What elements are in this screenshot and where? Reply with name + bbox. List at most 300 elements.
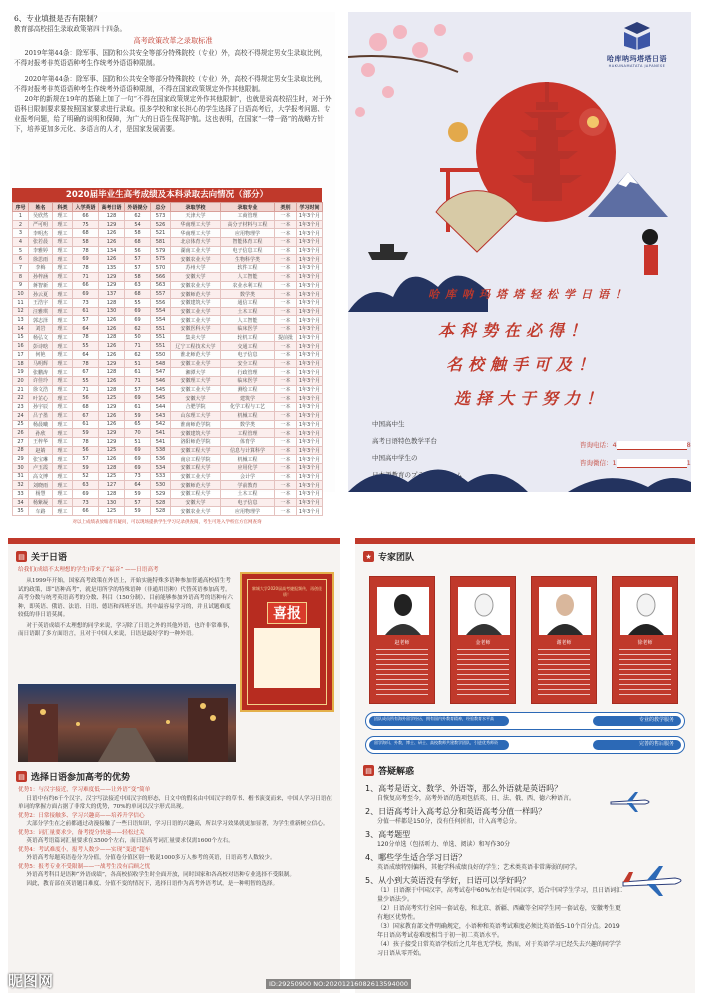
table-cell: 125 <box>99 394 125 403</box>
table-cell: 126 <box>99 455 125 464</box>
table-cell: 安徽师范大学 <box>171 290 221 299</box>
cover-panel <box>348 12 691 492</box>
table-row <box>13 411 323 420</box>
policy-panel <box>10 12 335 526</box>
table-cell: 1年3个月 <box>297 212 323 221</box>
team-feature-band <box>365 736 685 754</box>
advantages-body <box>18 786 336 888</box>
table-cell: 541 <box>151 437 171 446</box>
table-row <box>13 403 323 412</box>
table-cell: 淮南师范学院 <box>171 420 221 429</box>
table-cell: 机械工程 <box>221 411 275 420</box>
table-cell: 9 <box>13 281 29 290</box>
table-cell: 129 <box>99 429 125 438</box>
table-cell: 临床医学 <box>221 324 275 333</box>
cover-list-item: 中国高中学生の <box>372 454 418 462</box>
table-row <box>13 307 323 316</box>
table-cell: 1年3个月 <box>297 351 323 360</box>
table-cell: 538 <box>151 446 171 455</box>
table-cell: 68 <box>73 403 99 412</box>
table-cell: 张若晨 <box>29 238 53 247</box>
table-cell: 6 <box>13 255 29 264</box>
table-cell: 彭诗晗 <box>29 342 53 351</box>
qa-answer: （3）国家教育部文件明确规定，小语种和英语考试难度必须比英语低5-10个百分点。2019年日语高考试卷难度相当于初一初二英语水平。 <box>377 923 620 939</box>
about-tagline: 给我们(成绩不太理想的学生)带来了“福音” ——日语高考 <box>18 567 159 573</box>
table-cell: 一本 <box>275 368 297 377</box>
member-photo <box>539 587 591 635</box>
score-table-title: 2020届毕业生高考成绩及本科录取去向情况（部分） <box>12 188 322 202</box>
advantage-item: 外语高考科目是语种“外语成绩”，各高校招收学生时全面开放，同时国家和各高校对语种专业选择不受限制。 <box>26 872 296 878</box>
table-cell: 一本 <box>275 281 297 290</box>
table-cell: 孙梓涵 <box>29 272 53 281</box>
table-cell: 1年3个月 <box>297 481 323 490</box>
table-header-cell: 姓名 <box>29 203 53 212</box>
advantages-heading <box>16 770 130 783</box>
table-cell: 1年3个月 <box>297 359 323 368</box>
table-cell: 一本 <box>275 385 297 394</box>
table-cell: 1年3个月 <box>297 429 323 438</box>
table-cell: 579 <box>151 246 171 255</box>
table-cell: 127 <box>99 481 125 490</box>
advantage-intro: 优势1：与汉字接近，学习难度低——让外语“变”简单 <box>18 787 151 793</box>
book-icon: ▤ <box>363 765 374 776</box>
table-cell: 1年3个月 <box>297 264 323 273</box>
advantage-closing: 因此，教育部在英语题目难度、分值不变的情况下，选择日语作为高考外语考试，是一种明智的选择。 <box>26 880 279 887</box>
street-scene-image <box>18 684 236 762</box>
table-row <box>13 351 323 360</box>
table-cell: 126 <box>99 229 125 238</box>
cover-list-item: 高考日语特色教学平台 <box>372 437 437 445</box>
team-member-card <box>612 576 678 704</box>
table-cell: 理工 <box>53 307 73 316</box>
table-cell: 8 <box>13 272 29 281</box>
table-cell: 一本 <box>275 238 297 247</box>
table-cell: 129 <box>99 437 125 446</box>
table-cell: 57 <box>125 264 151 273</box>
table-cell: 安徽农业大学 <box>171 507 221 516</box>
table-cell: 一本 <box>275 351 297 360</box>
table-cell: 126 <box>99 238 125 247</box>
table-cell: 543 <box>151 411 171 420</box>
table-row <box>13 333 323 342</box>
table-cell: 一本 <box>275 455 297 464</box>
table-cell: 徐思雨 <box>29 255 53 264</box>
table-cell: 一本 <box>275 264 297 273</box>
table-footnote: 对以上成绩表放缩者有疑问，可以现场提供学生学习记录供查阅，考生可进入学校官方官网查询 <box>72 520 262 526</box>
table-cell: 1 <box>13 212 29 221</box>
table-cell: 安徽农业大学 <box>171 281 221 290</box>
table-cell: 554 <box>151 316 171 325</box>
table-cell: 534 <box>151 463 171 472</box>
table-row <box>13 507 323 516</box>
table-cell: 1年3个月 <box>297 420 323 429</box>
table-cell: 理工 <box>53 420 73 429</box>
table-cell: 73 <box>73 298 99 307</box>
table-cell: 130 <box>99 498 125 507</box>
table-cell: 安徽农业大学 <box>171 255 221 264</box>
table-cell: 山东理工大学 <box>171 411 221 420</box>
table-header-cell: 录取专业 <box>221 203 275 212</box>
band-text: 团队成员所有海外留学经历，拥有国内外教育精神，经验教育水平高 <box>374 716 494 721</box>
table-cell: 69 <box>125 394 151 403</box>
table-row <box>13 316 323 325</box>
table-cell: 64 <box>73 351 99 360</box>
table-cell: 67 <box>73 411 99 420</box>
table-cell: 57 <box>125 385 151 394</box>
table-cell: 71 <box>125 377 151 386</box>
book-icon: ▤ <box>16 551 27 562</box>
table-cell: 孙欣 <box>29 429 53 438</box>
table-cell: 理工 <box>53 455 73 464</box>
table-cell: 安徽工程大学 <box>171 446 221 455</box>
table-cell: 软件工程 <box>221 264 275 273</box>
poster-title: 黎城大学2020届高考捷报频传，再创佳绩！ <box>251 586 323 597</box>
team-feature-band <box>365 712 685 730</box>
band-text: 留学海归、外教，博士、研士、高校教师共建教学团队，引进优秀师资 <box>374 740 498 745</box>
table-header-cell: 外语提分 <box>125 203 151 212</box>
table-cell: 61 <box>73 307 99 316</box>
table-cell: 理工 <box>53 368 73 377</box>
table-cell: 1年3个月 <box>297 333 323 342</box>
table-cell: 理工 <box>53 298 73 307</box>
table-cell: 刘岩 <box>29 324 53 333</box>
band-label: 专业的教学服务 <box>638 717 674 723</box>
table-cell: 理工 <box>53 385 73 394</box>
table-cell: 理工 <box>53 481 73 490</box>
table-cell: 63 <box>73 481 99 490</box>
table-cell: 一本 <box>275 490 297 499</box>
table-cell: 交通工程 <box>221 342 275 351</box>
table-cell: 521 <box>151 229 171 238</box>
table-cell: 理工 <box>53 272 73 281</box>
table-cell: 57 <box>125 255 151 264</box>
table-cell: 551 <box>151 324 171 333</box>
table-cell: 57 <box>73 455 99 464</box>
table-cell: 一本 <box>275 411 297 420</box>
wave-footer <box>348 452 691 492</box>
table-cell: 3 <box>13 229 29 238</box>
table-cell: 57 <box>73 316 99 325</box>
table-cell: 548 <box>151 359 171 368</box>
table-cell: 129 <box>99 272 125 281</box>
table-cell: 62 <box>125 324 151 333</box>
table-cell: 125 <box>99 507 125 516</box>
table-cell: 69 <box>73 290 99 299</box>
about-title: 关于日语 <box>31 553 68 563</box>
table-cell: 1年3个月 <box>297 281 323 290</box>
table-row <box>13 368 323 377</box>
table-cell: 126 <box>99 411 125 420</box>
table-cell: 理工 <box>53 238 73 247</box>
advantage-item: 优势4：考试难度小，报考人数少——实现“变道”超车 <box>18 846 151 853</box>
table-cell: 57 <box>125 498 151 507</box>
qa-answer: 自恢复高考至今，高考外语的选项包括英、日、法、俄、西、德六种语言。 <box>377 795 576 802</box>
table-cell: 1年3个月 <box>297 498 323 507</box>
table-cell: 信息与计算科学 <box>221 446 275 455</box>
table-cell: 50 <box>125 333 151 342</box>
table-cell: 高分子材料与工程 <box>221 220 275 229</box>
table-cell: 68 <box>125 290 151 299</box>
table-cell: 安徽工业大学 <box>171 359 221 368</box>
table-cell: 安徽建筑大学 <box>171 298 221 307</box>
table-cell: 69 <box>125 316 151 325</box>
table-cell: 18 <box>13 359 29 368</box>
table-cell: 29 <box>13 455 29 464</box>
table-cell: 王梓华 <box>29 437 53 446</box>
advantages-title: 选择日语参加高考的优势 <box>31 773 131 783</box>
table-cell: 1年3个月 <box>297 368 323 377</box>
table-cell: 16 <box>13 342 29 351</box>
table-cell: 工商管理 <box>221 212 275 221</box>
brand-subtitle: HAKUNAMATATA JAPANESE <box>608 64 666 68</box>
table-cell: 生物科学类 <box>221 255 275 264</box>
table-cell: 557 <box>151 290 171 299</box>
table-cell: 理工 <box>53 351 73 360</box>
table-cell: 1年3个月 <box>297 455 323 464</box>
table-cell: 67 <box>73 368 99 377</box>
table-cell: 一本 <box>275 394 297 403</box>
score-table-block <box>12 188 322 525</box>
table-cell: 电子信息 <box>221 498 275 507</box>
table-cell: 理工 <box>53 246 73 255</box>
table-cell: 55 <box>73 377 99 386</box>
table-cell: 5 <box>13 246 29 255</box>
table-header-cell: 高考日语 <box>99 203 125 212</box>
table-cell: 叶芷心 <box>29 394 53 403</box>
table-cell: 应用物理学 <box>221 229 275 238</box>
table-cell: 理工 <box>53 463 73 472</box>
table-cell: 1年3个月 <box>297 463 323 472</box>
geisha-figure <box>642 229 658 275</box>
achievement-poster <box>240 572 334 712</box>
table-cell: 理工 <box>53 290 73 299</box>
table-row <box>13 324 323 333</box>
table-cell: 129 <box>99 281 125 290</box>
band-label: 完善的售后服务 <box>638 741 674 747</box>
table-cell: 35 <box>13 507 29 516</box>
ship <box>368 244 408 260</box>
table-row <box>13 377 323 386</box>
table-cell: 电子信息 <box>221 351 275 360</box>
table-cell: 25 <box>13 420 29 429</box>
table-cell: 理工 <box>53 377 73 386</box>
table-cell: 31 <box>13 472 29 481</box>
table-cell: 车路 <box>29 507 53 516</box>
table-cell: 128 <box>99 333 125 342</box>
table-cell: 75 <box>73 220 99 229</box>
table-cell: 581 <box>151 238 171 247</box>
table-cell: 126 <box>99 377 125 386</box>
advantage-item: 大部分学生在之前都通过动漫接触了一些日语知识，学习日语的兴趣高，所以学习效果就更加显著，为学生重新树立信心。 <box>26 821 329 827</box>
table-cell: 轮机工程 <box>221 333 275 342</box>
table-cell: 51 <box>125 437 151 446</box>
table-cell: 68 <box>73 229 99 238</box>
table-cell: 12 <box>13 307 29 316</box>
table-cell: 69 <box>125 463 151 472</box>
table-cell: 68 <box>125 238 151 247</box>
table-row <box>13 385 323 394</box>
table-cell: 刘晓雨 <box>29 481 53 490</box>
qa-title: 答疑解惑 <box>378 767 415 777</box>
table-cell: 理工 <box>53 446 73 455</box>
table-cell: 22 <box>13 394 29 403</box>
table-cell: 会计学 <box>221 472 275 481</box>
table-row <box>13 229 323 238</box>
contact-phone-value: 4 <box>612 441 617 449</box>
table-cell: 71 <box>73 272 99 281</box>
table-cell: 一本 <box>275 316 297 325</box>
table-cell: 529 <box>151 490 171 499</box>
table-cell: 135 <box>99 264 125 273</box>
team-member-card <box>531 576 597 704</box>
table-cell: 129 <box>99 220 125 229</box>
table-cell: 62 <box>125 212 151 221</box>
table-cell: 理工 <box>53 359 73 368</box>
member-description <box>376 649 428 699</box>
table-row <box>13 490 323 499</box>
about-heading <box>16 550 67 563</box>
table-cell: 安徽工业大学 <box>171 316 221 325</box>
slogan-line: 选择大于努力！ <box>454 389 609 408</box>
table-cell: 理工 <box>53 403 73 412</box>
advantage-item: 外语高考每题英语卷分为分值，分值卷分值区别一般说1000多万人参考的英语，日语高考人数较少。 <box>26 855 276 861</box>
table-cell: 1年3个月 <box>297 220 323 229</box>
table-cell: 547 <box>151 368 171 377</box>
table-cell: 安徽理工大学 <box>171 377 221 386</box>
qa-list <box>365 780 625 958</box>
table-cell: 集美大学 <box>171 333 221 342</box>
table-cell: 1年3个月 <box>297 307 323 316</box>
table-cell: 1年3个月 <box>297 472 323 481</box>
cover-list-item: 日本語教育のプラットフォーム <box>372 471 463 479</box>
table-row <box>13 481 323 490</box>
table-cell: 26 <box>13 429 29 438</box>
contact-wechat-value: 1 <box>612 459 617 467</box>
table-cell: 赵婧 <box>29 446 53 455</box>
table-cell: 563 <box>151 281 171 290</box>
table-cell: 一本 <box>275 420 297 429</box>
table-cell: 66 <box>73 507 99 516</box>
advantage-item: 优势2：日常接触多、学习兴趣高——培养升学信心 <box>18 812 145 819</box>
table-cell: 541 <box>151 429 171 438</box>
table-cell: 测绘工程 <box>221 385 275 394</box>
contact-wechat-tail: 1 <box>686 459 691 467</box>
qa-answer: （1）日语源于中国汉字，高考试卷中60%左右是中国汉字，适合中国学生学习，且日语词汇量少语法少。 <box>377 887 623 903</box>
table-cell: 辽宁工程技术大学 <box>171 342 221 351</box>
table-cell: 一本 <box>275 229 297 238</box>
table-cell: 一本 <box>275 359 297 368</box>
qa-question: 1、高考是语文、数学、外语等，那么外语就是英语吗？ <box>365 784 563 793</box>
table-cell: 汪雅琪 <box>29 307 53 316</box>
table-row <box>13 290 323 299</box>
table-cell: 66 <box>73 281 99 290</box>
table-cell: 理工 <box>53 324 73 333</box>
table-cell: 1年3个月 <box>297 238 323 247</box>
table-cell: 1年3个月 <box>297 490 323 499</box>
table-cell: 安徽医科大学 <box>171 324 221 333</box>
qa-answer: （4）孩子接受日常英语学校后之几年也无学校，然而，对于英语学习已经失去兴趣的同学学习日语从零开始。 <box>377 941 621 957</box>
table-cell: 21 <box>13 385 29 394</box>
watermark-id: ID:29250900 NO:20201216082613594000 <box>266 979 411 989</box>
table-cell: 54 <box>125 220 151 229</box>
table-cell: 70 <box>125 429 151 438</box>
table-cell: 理工 <box>53 507 73 516</box>
table-cell: 56 <box>125 246 151 255</box>
table-cell: 14 <box>13 324 29 333</box>
team-panel <box>355 538 695 993</box>
table-cell: 32 <box>13 481 29 490</box>
table-cell: 58 <box>73 238 99 247</box>
table-cell: 淮北师范大学 <box>171 351 221 360</box>
table-cell: 一本 <box>275 272 297 281</box>
table-cell: 10 <box>13 290 29 299</box>
member-name: 金老师 <box>475 640 491 646</box>
table-cell: 一本 <box>275 481 297 490</box>
table-cell: 杨慧 <box>29 490 53 499</box>
table-cell: 苏州大学 <box>171 264 221 273</box>
table-cell: 56 <box>73 394 99 403</box>
table-cell: 126 <box>99 420 125 429</box>
table-cell: 128 <box>99 463 125 472</box>
table-cell: 安徽工程大学 <box>171 463 221 472</box>
table-cell: 533 <box>151 472 171 481</box>
table-cell: 理工 <box>53 333 73 342</box>
table-cell: 土木工程 <box>221 307 275 316</box>
airplane-icon <box>609 790 655 814</box>
table-cell: 1年3个月 <box>297 298 323 307</box>
table-cell: 134 <box>99 246 125 255</box>
table-cell: 4 <box>13 238 29 247</box>
table-cell: 1年3个月 <box>297 324 323 333</box>
table-cell: 1年3个月 <box>297 403 323 412</box>
table-cell: 一本 <box>275 377 297 386</box>
table-cell: 11 <box>13 298 29 307</box>
table-cell: 55 <box>125 298 151 307</box>
table-header-cell: 科类 <box>53 203 73 212</box>
contact-wechat-label: 咨询微信： <box>580 459 613 467</box>
table-cell: 孙云夏 <box>29 290 53 299</box>
table-cell: 61 <box>125 403 151 412</box>
table-cell: 126 <box>99 351 125 360</box>
table-cell: 7 <box>13 264 29 273</box>
table-cell: 126 <box>99 342 125 351</box>
table-cell: 78 <box>73 437 99 446</box>
table-cell: 551 <box>151 333 171 342</box>
table-cell: 湘潭大学 <box>171 368 221 377</box>
table-cell: 一本 <box>275 507 297 516</box>
table-cell: 天津大学 <box>171 212 221 221</box>
member-description <box>538 649 590 699</box>
table-cell: 一本 <box>275 255 297 264</box>
table-cell: 1年3个月 <box>297 272 323 281</box>
table-cell: 一本 <box>275 463 297 472</box>
table-cell: 28 <box>13 446 29 455</box>
qa-heading <box>363 764 414 777</box>
table-body <box>13 212 323 516</box>
stock-watermark <box>0 973 701 993</box>
member-description <box>457 649 509 699</box>
redacted-box <box>617 441 687 450</box>
table-cell: 129 <box>99 359 125 368</box>
cover-list-item: 中国高中生 <box>372 420 405 428</box>
table-header-cell: 类别 <box>275 203 297 212</box>
table-cell: 理工 <box>53 472 73 481</box>
qa-answer: 120分单选（包括听力、单选、阅读）和写作30分 <box>377 841 511 848</box>
table-cell: 安徽工业大学 <box>171 385 221 394</box>
table-cell: 526 <box>151 220 171 229</box>
table-row <box>13 272 323 281</box>
table-row <box>13 342 323 351</box>
